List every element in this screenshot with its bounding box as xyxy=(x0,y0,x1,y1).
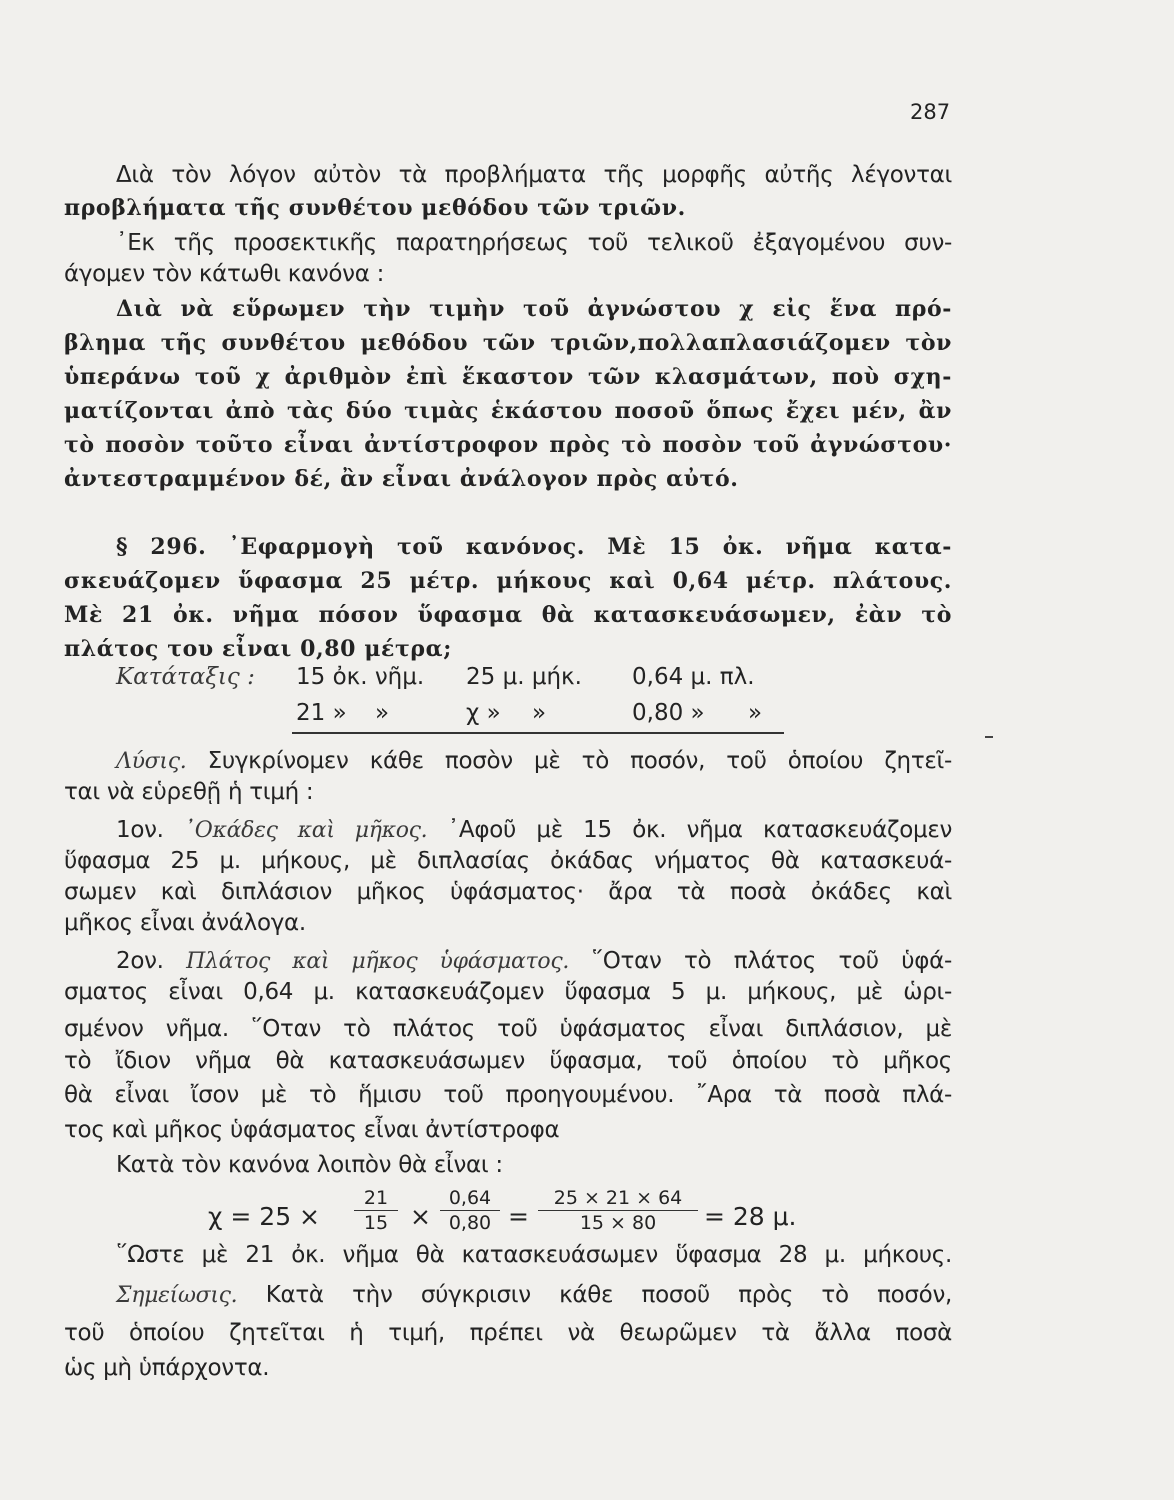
point-title: ᾿Οκάδες καὶ μῆκος. xyxy=(184,818,428,843)
margin-mark xyxy=(985,736,993,738)
point-text: ᾿Αφοῦ μὲ 15 ὀκ. νῆμα κατασκευάζομεν xyxy=(447,817,953,843)
section-line: σκευάζομεν ὕφασμα 25 μέτρ. μήκους καὶ 0,64 μέτρ. πλάτους. xyxy=(64,568,952,594)
denominator: 15 xyxy=(363,1212,389,1235)
point-number: 2ον. xyxy=(116,948,164,974)
point-1-line xyxy=(116,815,952,846)
denominator: 15 × 80 xyxy=(579,1212,657,1235)
bold-text-line: προβλήματα τῆς συνθέτου μεθόδου τῶν τριῶν. xyxy=(64,195,686,221)
formula-lhs: χ = 25 × xyxy=(208,1202,320,1231)
text-line: τοῦ ὁποίου ζητεῖται ἡ τιμή, πρέπει νὰ θεωρῶμεν τὰ ἄλλα ποσὰ xyxy=(64,1320,952,1346)
section-heading: § 296. ᾿Εφαρμογὴ τοῦ κανόνος. Μὲ 15 ὀκ. νῆμα κατα- xyxy=(116,534,952,560)
text-line: μῆκος εἶναι ἀνάλογα. xyxy=(64,910,306,936)
point-number: 1ον. xyxy=(116,817,164,843)
rule-line: τὸ ποσὸν τοῦτο εἶναι ἀντίστροφον πρὸς τὸ ποσὸν τοῦ ἀγνώστου· xyxy=(64,432,952,458)
rule-line: βλημα τῆς συνθέτου μεθόδου τῶν τριῶν,πολλαπλασιάζομεν τὸν xyxy=(64,330,952,356)
rule-line: ὑπεράνω τοῦ χ ἀριθμὸν ἐπὶ ἕκαστον τῶν κλασμάτων, ποὺ σχη- xyxy=(64,364,952,390)
arrangement-cell: 21 » xyxy=(296,700,347,726)
text-line: άγομεν τὸν κάτωθι κανόνα : xyxy=(64,261,385,287)
fraction-064-080 xyxy=(440,1187,500,1234)
text-line: σματος εἶναι 0,64 μ. κατασκευάζομεν ὕφασμα 5 μ. μήκους, μὲ ὡρι- xyxy=(64,979,952,1005)
point-title: Πλάτος καὶ μῆκος ὑφάσματος. xyxy=(186,949,570,974)
solution-text: Συγκρίνομεν κάθε ποσὸν μὲ τὸ ποσόν, τοῦ ὁποίου ζητεῖ- xyxy=(207,748,952,774)
arrangement-label: Κατάταξις : xyxy=(116,664,255,690)
solution-line xyxy=(116,746,952,777)
rule-line: ἀντεστραμμένον δέ, ἂν εἶναι ἀνάλογον πρὸς αὐτό. xyxy=(64,466,739,492)
formula-result: = 28 μ. xyxy=(704,1202,797,1231)
text-line: σωμεν καὶ διπλάσιον μῆκος ὑφάσματος· ἄρα τὰ ποσὰ ὀκάδες καὶ xyxy=(64,879,952,905)
fraction-bar xyxy=(354,1210,398,1211)
note-line xyxy=(116,1280,952,1311)
fraction-bar xyxy=(440,1210,500,1211)
solution-label: Λύσις. xyxy=(116,749,187,774)
arrangement-cell: 0,64 μ. πλ. xyxy=(632,664,755,690)
section-line: πλάτος του εἶναι 0,80 μέτρα; xyxy=(64,636,452,662)
page-number: 287 xyxy=(910,100,951,124)
fraction-product xyxy=(538,1187,698,1234)
point-text: ῞Οταν τὸ πλάτος τοῦ ὑφά- xyxy=(591,948,953,974)
arrangement-rule xyxy=(292,732,784,734)
arrangement-cell: χ » xyxy=(466,700,501,726)
text-line: ᾿Εκ τῆς προσεκτικῆς παρατηρήσεως τοῦ τελικοῦ ἐξαγομένου συν- xyxy=(116,230,952,256)
text-line: θὰ εἶναι ἴσον μὲ τὸ ἥμισυ τοῦ προηγουμένου. ῎Αρα τὰ ποσὰ πλά- xyxy=(64,1082,952,1108)
denominator: 0,80 xyxy=(448,1212,492,1235)
arrangement-cell: 0,80 » xyxy=(632,700,705,726)
numerator: 21 xyxy=(363,1187,389,1209)
numerator: 25 × 21 × 64 xyxy=(553,1187,683,1209)
times-sign: × xyxy=(410,1202,431,1231)
text-line: ὡς μὴ ὑπάρχοντα. xyxy=(64,1355,270,1381)
section-line: Μὲ 21 ὀκ. νῆμα πόσον ὕφασμα θὰ κατασκευάσωμεν, ἐὰν τὸ xyxy=(64,602,952,628)
arrangement-cell: 15 ὀκ. νῆμ. xyxy=(296,664,425,690)
point-2-line xyxy=(116,946,952,977)
text-line: τος καὶ μῆκος ὑφάσματος εἶναι ἀντίστροφα xyxy=(64,1117,560,1143)
text-line: τὸ ἴδιον νῆμα θὰ κατασκευάσωμεν ὕφασμα, τοῦ ὁποίου τὸ μῆκος xyxy=(64,1048,952,1074)
conclusion-line: ῞Ωστε μὲ 21 ὀκ. νῆμα θὰ κατασκευάσωμεν ὕφασμα 28 μ. μήκους. xyxy=(116,1242,952,1268)
fraction-21-15 xyxy=(354,1187,398,1234)
arrangement-cell: » xyxy=(748,700,763,726)
arrangement-cell: 25 μ. μήκ. xyxy=(466,664,582,690)
text-line: Κατὰ τὸν κανόνα λοιπὸν θὰ εἶναι : xyxy=(116,1152,503,1178)
arrangement-cell: » xyxy=(375,700,390,726)
arrangement-cell: » xyxy=(532,700,547,726)
text-line: ται νὰ εὑρεθῇ ἡ τιμή : xyxy=(64,779,314,805)
numerator: 0,64 xyxy=(448,1187,492,1209)
note-text: Κατὰ τὴν σύγκρισιν κάθε ποσοῦ πρὸς τὸ ποσόν, xyxy=(265,1282,953,1308)
rule-line: Διὰ νὰ εὕρωμεν τὴν τιμὴν τοῦ ἀγνώστου χ εἰς ἕνα πρό- xyxy=(116,296,952,322)
fraction-bar xyxy=(538,1210,698,1211)
equals-sign: = xyxy=(508,1202,529,1231)
text-line: σμένον νῆμα. ῞Οταν τὸ πλάτος τοῦ ὑφάσματος εἶναι διπλάσιον, μὲ xyxy=(64,1016,952,1042)
note-label: Σημείωσις. xyxy=(116,1283,238,1308)
text-line: ὕφασμα 25 μ. μήκους, μὲ διπλασίας ὀκάδας νήματος θὰ κατασκευά- xyxy=(64,848,952,874)
rule-line: ματίζονται ἀπὸ τὰς δύο τιμὰς ἑκάστου ποσοῦ ὅπως ἔχει μέν, ἂν xyxy=(64,398,952,424)
text-line: Διὰ τὸν λόγον αὐτὸν τὰ προβλήματα τῆς μορφῆς αὐτῆς λέγονται xyxy=(116,162,952,188)
